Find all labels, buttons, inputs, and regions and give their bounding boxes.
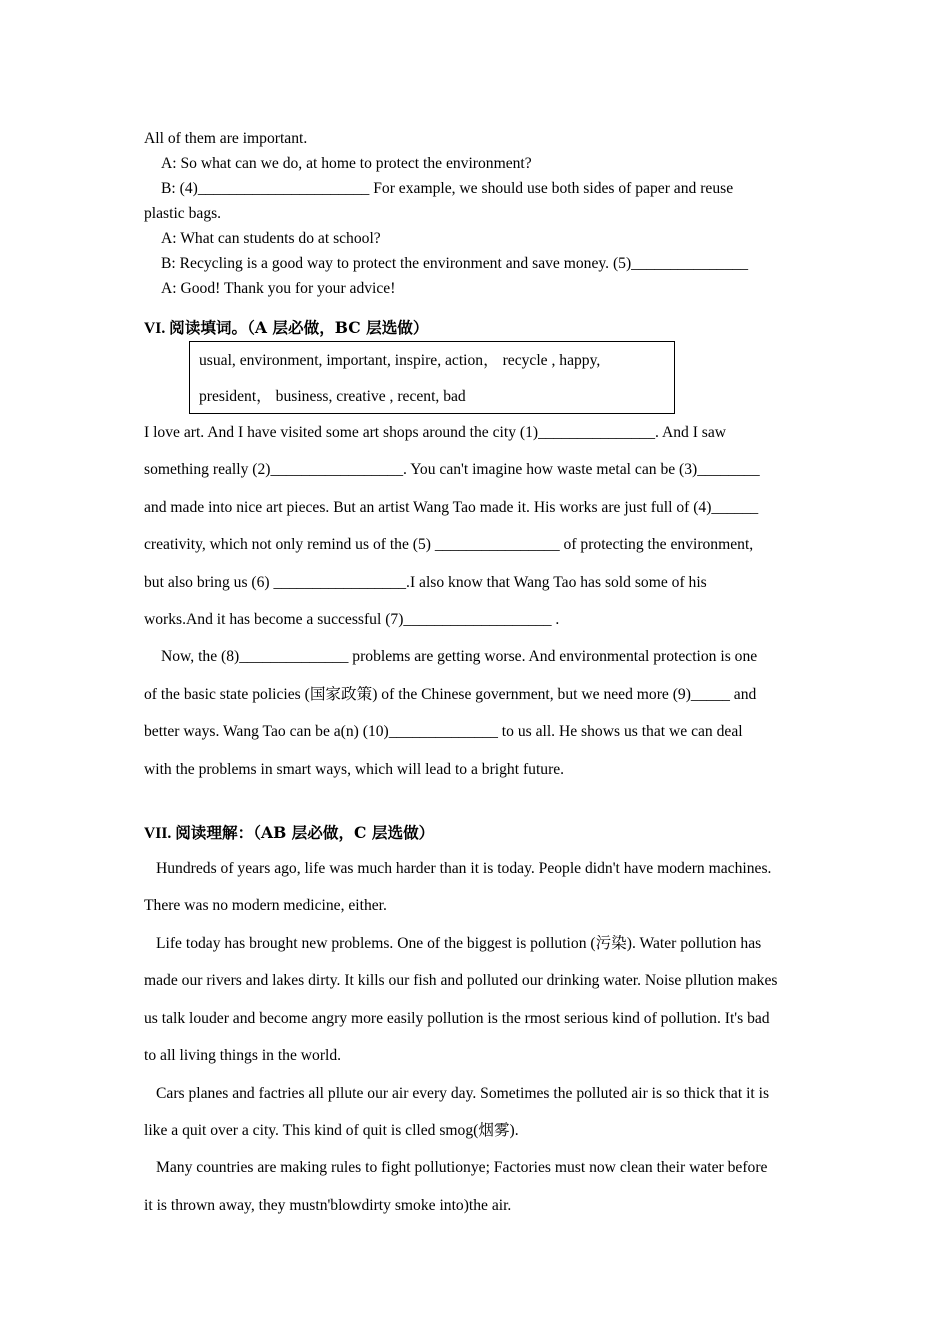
dialogue-line: A: So what can we do, at home to protect the environment? — [161, 155, 532, 172]
section-7-number: VII. — [144, 825, 176, 843]
passage-line: but also bring us (6) _________________.I also know that Wang Tao has sold some of his — [144, 573, 707, 591]
document-content — [144, 126, 810, 1224]
passage-line: creativity, which not only remind us of the (5) ________________ of protecting the environment, — [144, 536, 754, 554]
passage-line: to all living things in the world. — [144, 1047, 342, 1065]
passage-line: Hundreds of years ago, life was much harder than it is today. People didn't have modern machines. — [156, 860, 772, 878]
dialogue-line: A: What can students do at school? — [161, 230, 381, 247]
section-7-passage — [144, 850, 810, 1224]
passage-line: works.And it has become a successful (7)___________________ . — [144, 611, 560, 629]
passage-line: Many countries are making rules to fight pollutionye; Factories must now clean their water before — [156, 1159, 768, 1177]
passage-line: Life today has brought new problems. One of the biggest is pollution (污染). Water pollution has — [156, 934, 762, 952]
dialogue-line: A: Good! Thank you for your advice! — [161, 280, 396, 297]
passage-line: There was no modern medicine, either. — [144, 897, 387, 915]
section-6-heading — [144, 315, 810, 341]
passage-line: with the problems in smart ways, which will lead to a bright future. — [144, 760, 565, 778]
passage-line: like a quit over a city. This kind of quit is clled smog(烟雾). — [144, 1121, 519, 1139]
dialogue-line: B: (4)______________________ For example, we should use both sides of paper and reuse — [161, 180, 734, 197]
dialogue-line: plastic bags. — [144, 205, 222, 222]
dialogue-line: All of them are important. — [144, 130, 308, 147]
section-6-number: VI. — [144, 320, 170, 337]
section-6-title: 阅读填词。（A 层必做，BC 层选做） — [169, 318, 429, 337]
passage-line: and made into nice art pieces. But an artist Wang Tao made it. His works are just full of (4)______ — [144, 498, 759, 516]
word-bank-box — [189, 341, 675, 414]
section-6-passage — [144, 414, 810, 788]
word-bank-line: usual, environment, important, inspire, action， recycle , happy, — [199, 352, 601, 369]
word-bank-line: president， business, creative , recent, bad — [199, 388, 466, 405]
passage-line: Cars planes and factries all pllute our air every day. Sometimes the polluted air is so thick that it is — [156, 1084, 770, 1102]
passage-line: of the basic state policies (国家政策) of the Chinese government, but we need more (9)_____ and — [144, 685, 757, 703]
section-7-title: 阅读理解：（AB 层必做，C 层选做） — [175, 823, 435, 843]
passage-line: made our rivers and lakes dirty. It kills our fish and polluted our drinking water. Noise pllution makes — [144, 972, 778, 990]
passage-line: something really (2)_________________. You can't imagine how waste metal can be (3)________ — [144, 461, 760, 479]
passage-line: it is thrown away, they mustn'blowdirty smoke into)the air. — [144, 1196, 512, 1214]
passage-line: I love art. And I have visited some art shops around the city (1)_______________. And I saw — [144, 424, 727, 441]
dialogue-section — [144, 126, 810, 301]
section-7-heading — [144, 820, 810, 846]
dialogue-line: B: Recycling is a good way to protect the environment and save money. (5)_______________ — [161, 255, 749, 272]
passage-line: better ways. Wang Tao can be a(n) (10)______________ to us all. He shows us that we can deal — [144, 723, 743, 741]
passage-line: Now, the (8)______________ problems are getting worse. And environmental protection is one — [161, 648, 758, 666]
passage-line: us talk louder and become angry more easily pollution is the rmost serious kind of pollution. It's bad — [144, 1009, 770, 1027]
